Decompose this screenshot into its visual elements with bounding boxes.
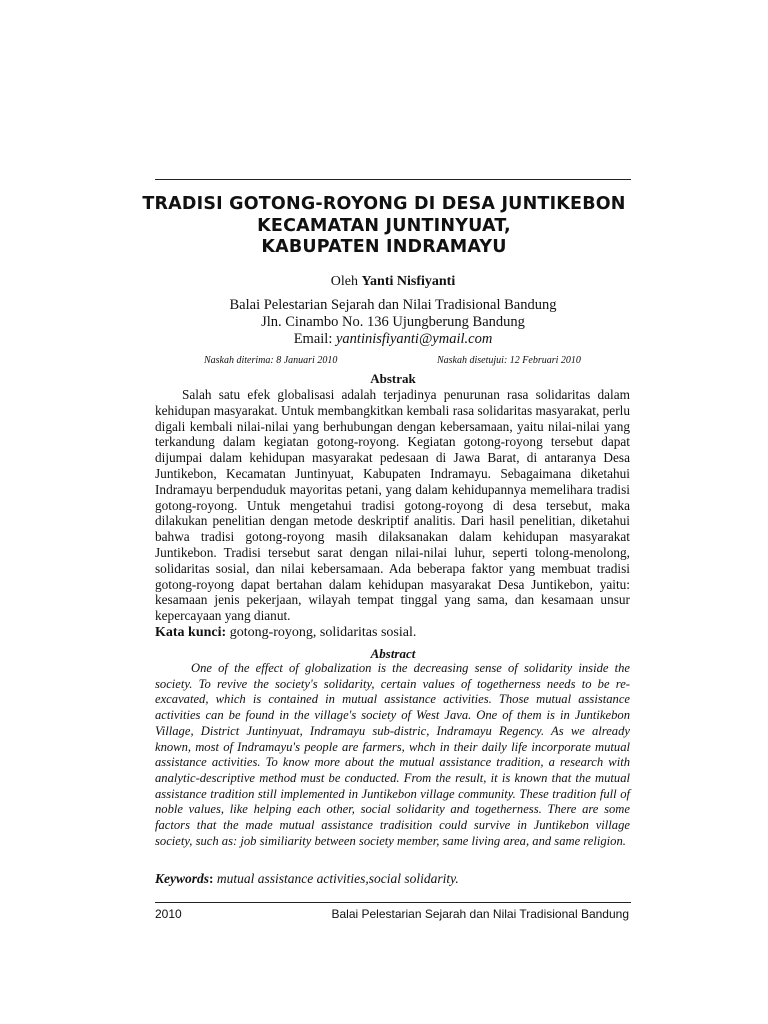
kata-kunci-values: gotong-royong, solidaritas sosial. — [226, 625, 417, 640]
received-date: Naskah diterima: 8 Januari 2010 — [204, 355, 338, 366]
approved-date: Naskah disetujui: 12 Februari 2010 — [437, 355, 581, 366]
abstract-heading: Abstract — [370, 646, 416, 661]
affiliation-block — [155, 297, 631, 348]
author-name: Yanti Nisfiyanti — [361, 274, 456, 289]
title-line-3: KABUPATEN INDRAMAYU — [261, 237, 507, 257]
email-address[interactable]: yantinisfiyanti@ymail.com — [335, 331, 493, 347]
bottom-divider — [155, 902, 631, 903]
keywords-label: Keywords — [155, 871, 209, 886]
address: Jln. Cinambo No. 136 Ujungberung Bandung — [261, 314, 525, 330]
author-prefix: Oleh — [330, 274, 362, 289]
top-divider — [155, 179, 631, 180]
keywords-values: mutual assistance activities,social solidarity. — [213, 871, 459, 886]
article-title — [120, 194, 648, 259]
email-line — [155, 331, 631, 348]
keywords-colon: : — [209, 871, 214, 886]
title-line-1: TRADISI GOTONG-ROYONG DI DESA JUNTIKEBON — [142, 194, 626, 214]
footer-publisher: Balai Pelestarian Sejarah dan Nilai Tradisional Bandung — [331, 907, 629, 921]
abstrak-heading: Abstrak — [370, 371, 416, 386]
kata-kunci-line — [155, 624, 631, 641]
footer-year: 2010 — [155, 907, 182, 921]
email-label: Email: — [293, 331, 336, 347]
abstrak-body: Salah satu efek globalisasi adalah terjadinya penurunan rasa solidaritas dalam kehidupan masyarakat. Untuk membangkitkan kembali rasa solidaritas masyarakat, perlu digali kembali nilai-nilai yang berhubungan dengan kebersamaan, yaitu nilai-nilai yang terkandung dalam kegiatan gotong-royong. Kegiatan gotong-royong tersebut dapat dijumpai dalam kehidupan masyarakat pedesaan di Jawa Barat, di antaranya Desa Juntikebon, Kecamatan Juntinyuat, Kabupaten Indramayu. Sebagaimana diketahui Indramayu berpenduduk mayoritas petani, yang dalam kehidupannya memelihara tradisi gotong-royong. Untuk mengetahui tradisi gotong-royong di desa tersebut, maka dilakukan penelitian dengan metode deskriptif analitis. Dari hasil penelitian, diketahui bahwa tradisi gotong-royong masih dilaksanakan dalam kehidupan masyarakat Juntikebon. Tradisi tersebut sarat dengan nilai-nilai luhur, seperti tolong-menolong, solidaritas sosial, dan nilai kebersamaan. Ada beberapa faktor yang membuat tradisi gotong-royong dapat bertahan dalam kehidupan masyarakat Desa Juntikebon, yaitu: kesamaan jenis pekerjaan, wilayah tempat tinggal yang sama, dan kesamaan unsur kepercayaan yang dianut. — [155, 387, 630, 624]
kata-kunci-label: Kata kunci: — [155, 625, 227, 640]
author-line — [155, 273, 631, 290]
title-line-2: KECAMATAN JUNTINYUAT, — [257, 215, 511, 236]
abstract-body: One of the effect of globalization is the decreasing sense of solidarity inside the society. To revive the society's solidarity, certain values of togetherness needs to be re-excavated, which is contained in mutual assistance activities. Those mutual assistance activities can be found in the village's society of West Java. One of them is in Juntikebon Village, District Juntinyuat, Indramayu sub-distric, Indramayu Regency. As we already known, most of Indramayu's people are farmers, whch in their daily life incorporate mutual assistance activities. To know more about the mutual assistance tradition, a research with analytic-descriptive method must be conducted. From the result, it is known that the mutual assistance tradition still implemented in Juntikebon village community. These tradition full of noble values, like helping each other, social solidarity and togetherness. There are some factors that the made mutual assistance tradisition could survive in Juntikebon village society, such as: job similiarity between society member, same living area, and same religion. — [155, 661, 630, 848]
keywords-line — [155, 870, 631, 887]
affiliation: Balai Pelestarian Sejarah dan Nilai Tradisional Bandung — [229, 297, 557, 313]
